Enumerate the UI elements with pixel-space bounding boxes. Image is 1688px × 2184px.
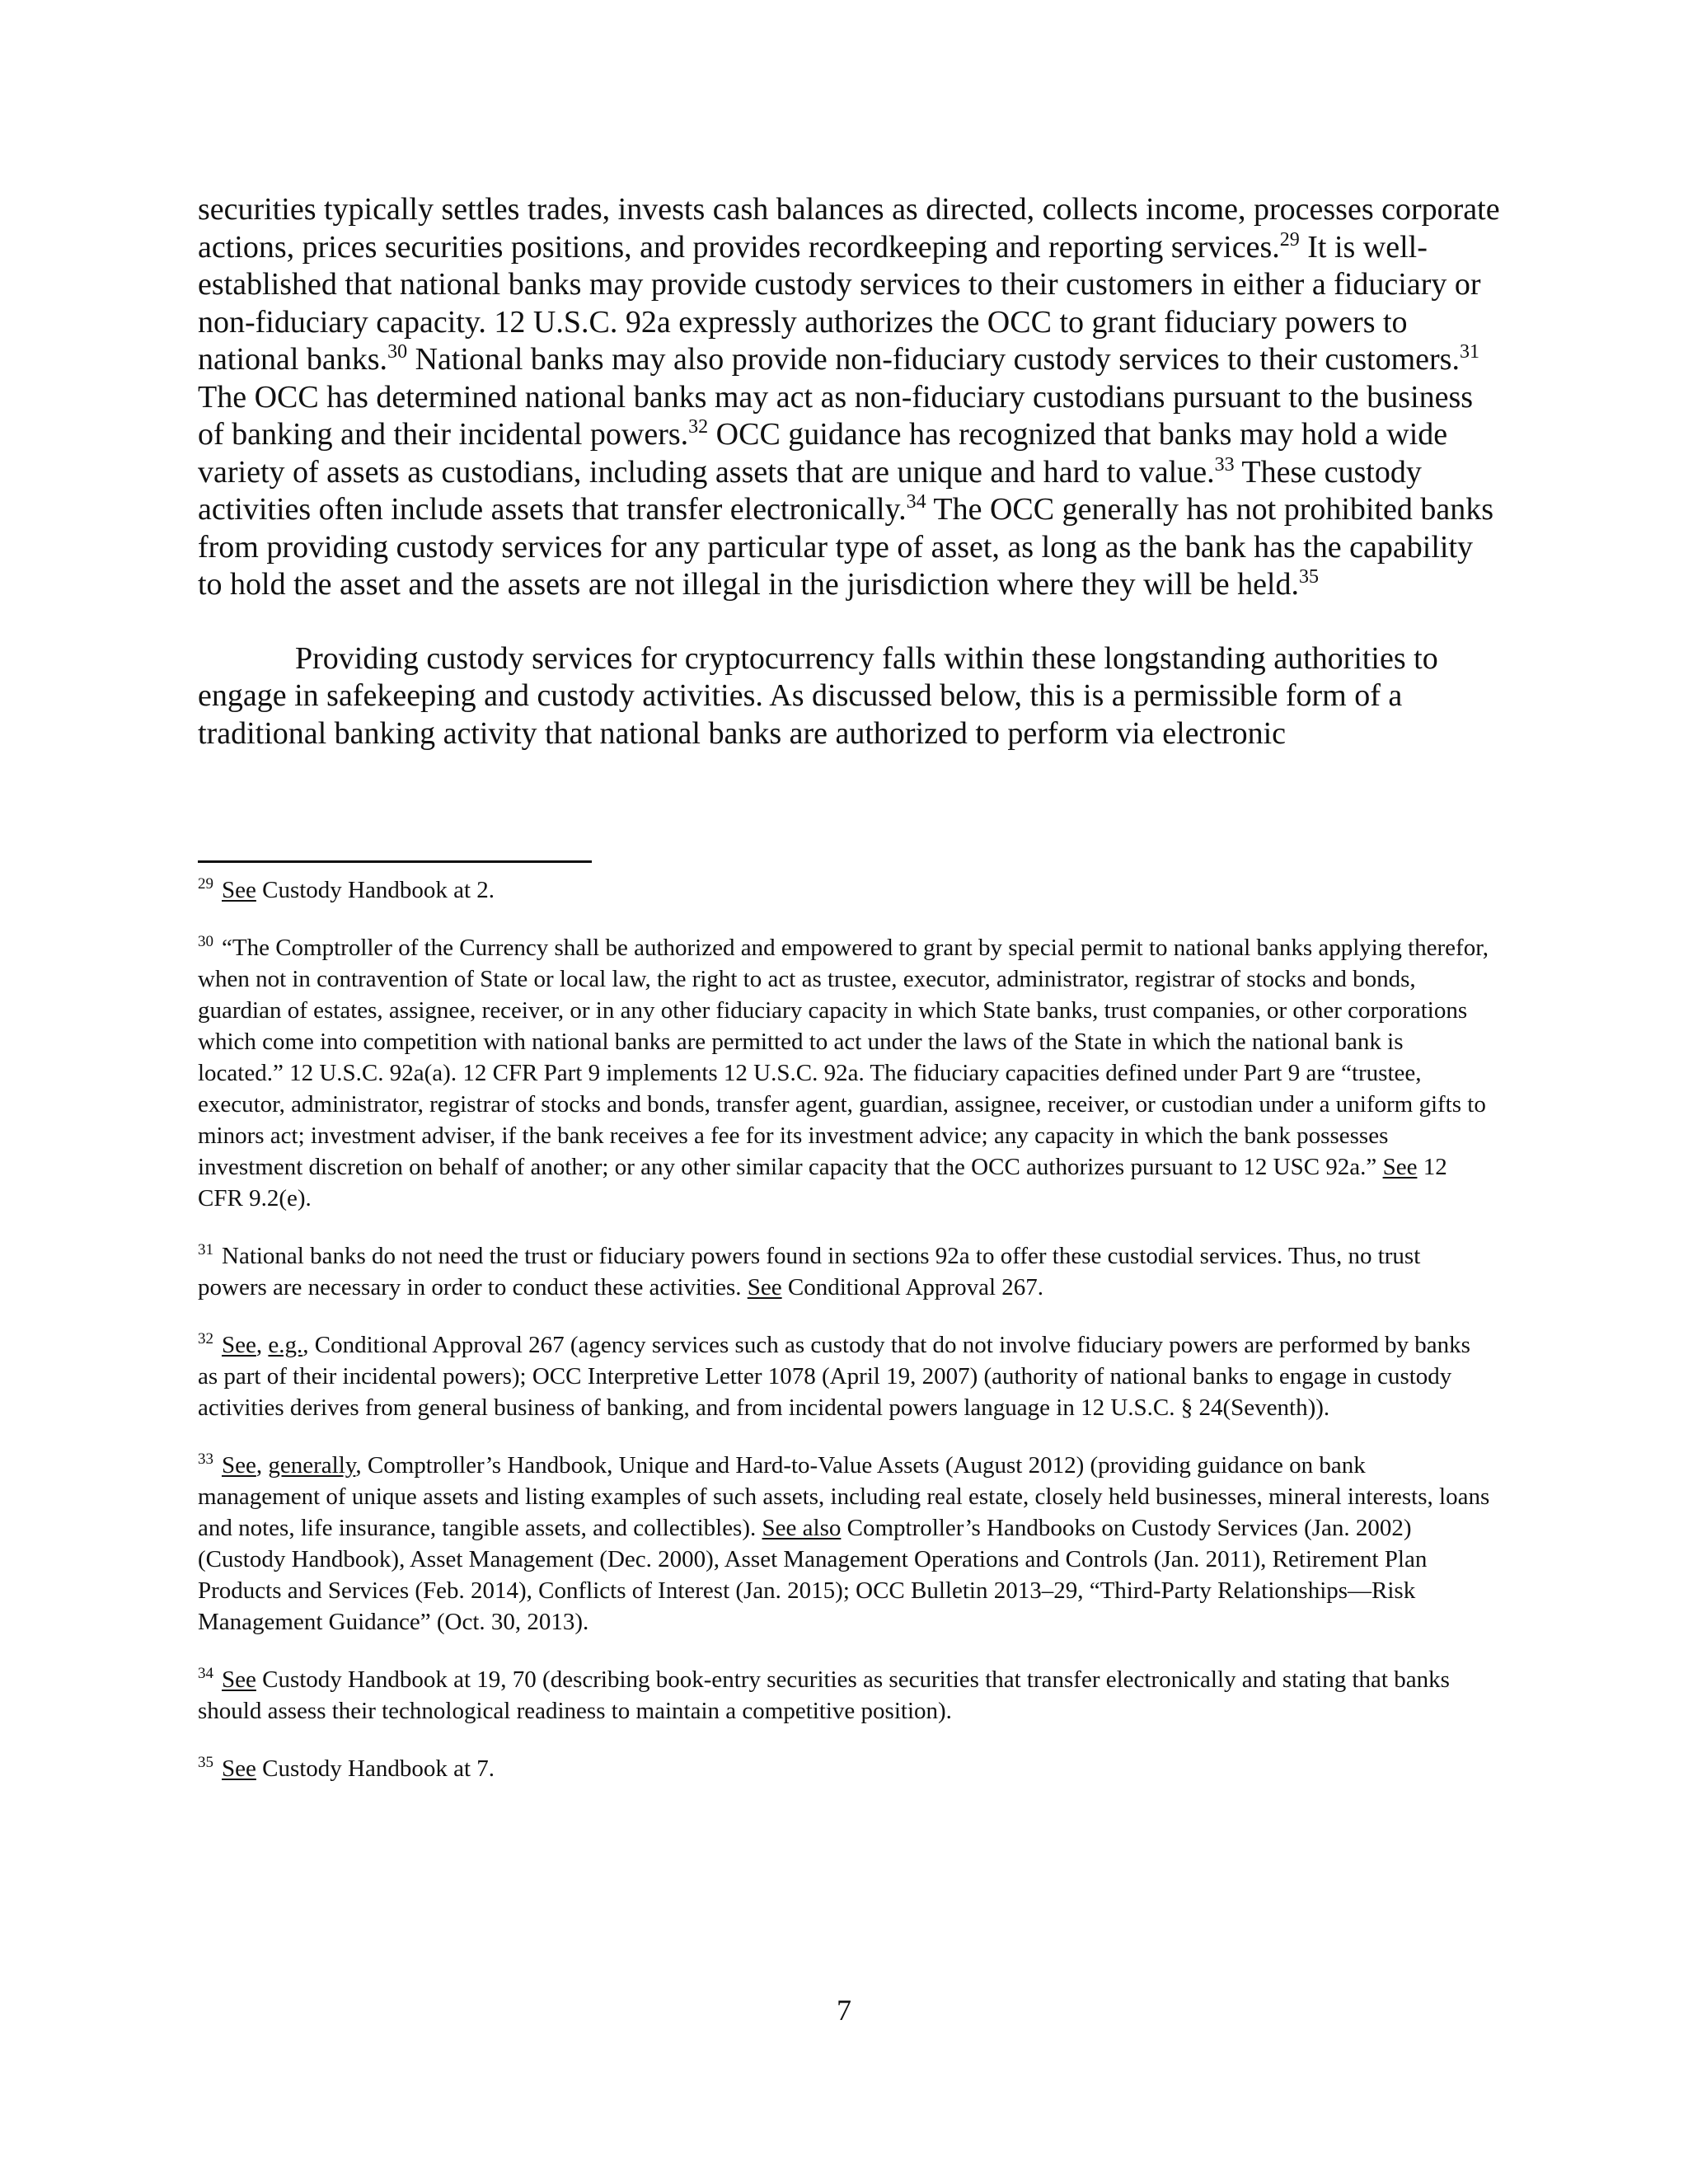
- citation-signal: See: [222, 1755, 256, 1782]
- footnote-text: ,: [256, 1452, 269, 1479]
- footnotes: [198, 874, 1492, 1811]
- footnote-ref-29[interactable]: 29: [1279, 228, 1300, 251]
- footnote-number: 33: [198, 1451, 213, 1468]
- footnote-34: [198, 1664, 1492, 1727]
- footnote-ref-34[interactable]: 34: [906, 491, 926, 513]
- footnote-text: 12 CFR 9.2(e).: [198, 1154, 1447, 1212]
- body-text: [198, 191, 1500, 752]
- footnote-35: [198, 1753, 1492, 1784]
- citation-signal: See: [222, 877, 256, 903]
- footnote-number: 34: [198, 1665, 213, 1682]
- body-text-run: These custody activities often include assets that transfer electronically.: [198, 454, 1422, 527]
- footnote-text: Conditional Approval 267.: [781, 1274, 1043, 1301]
- footnote-33: [198, 1450, 1492, 1638]
- citation-signal: See: [222, 1452, 256, 1479]
- footnote-30: [198, 932, 1492, 1214]
- footnote-text: ,: [256, 1332, 269, 1358]
- footnote-text: “The Comptroller of the Currency shall be authorized and empowered to grant by special permit to national banks applying therefor, when not in contravention of State or local law, the right to act as trustee, executor, administrator, registrar of stocks and bonds, guardian of estates, assignee, receiver, or in any other fiduciary capacity in which State banks, trust companies, or other corporations which come into competition with national banks are permitted to act under the laws of the State in which the national bank is located.” 12 U.S.C. 92a(a). 12 CFR Part 9 implements 12 U.S.C. 92a. The fiduciary capacities defined under Part 9 are “trustee, executor, administrator, registrar of stocks and bonds, transfer agent, guardian, assignee, receiver, or custodian under a uniform gifts to minors act; investment adviser, if the bank receives a fee for its investment advice; any capacity in which the bank possesses investment discretion on behalf of another; or any other similar capacity that the OCC authorizes pursuant to 12 USC 92a.”: [198, 935, 1489, 1180]
- body-text-run: It is well-established that national banks may provide custody services to their customers in either a fiduciary or non-fiduciary capacity. 12 U.S.C. 92a expressly authorizes the OCC to grant fiduciary powers to national banks.: [198, 229, 1481, 377]
- footnote-text: Comptroller’s Handbooks on Custody Services (Jan. 2002) (Custody Handbook), Asset Management (Dec. 2000), Asset Management Operations and Controls (Jan. 2011), Retirement Plan Products and Services (Feb. 2014), Conflicts of Interest (Jan. 2015); OCC Bulletin 2013–29, “Third-Party Relationships—Risk Management Guidance” (Oct. 30, 2013).: [198, 1515, 1428, 1635]
- page-number: 7: [837, 1994, 851, 2027]
- footnote-number: 32: [198, 1330, 213, 1347]
- footnote-number: 30: [198, 933, 213, 950]
- footnote-32: [198, 1329, 1492, 1423]
- footnote-ref-35[interactable]: 35: [1299, 566, 1319, 588]
- body-text-run: National banks may also provide non-fiduciary custody services to their customers.: [407, 342, 1460, 377]
- footnote-ref-30[interactable]: 30: [387, 341, 408, 363]
- footnote-text: National banks do not need the trust or fiduciary powers found in sections 92a to offer these custodial services. Thus, no trust powers are necessary in order to conduct these activities.: [198, 1243, 1421, 1301]
- footnote-text: Custody Handbook at 2.: [256, 877, 495, 903]
- citation-signal: See also: [762, 1515, 842, 1541]
- footnote-text: Custody Handbook at 19, 70 (describing book-entry securities as securities that transfer electronically and stating that banks should assess their technological readiness to maintain a competitive position).: [198, 1666, 1450, 1724]
- body-text-run: The OCC generally has not prohibited banks from providing custody services for any particular type of asset, as long as the bank has the capability to hold the asset and the assets are not illegal in the jurisdiction where they will be held.: [198, 492, 1494, 602]
- footnote-number: 31: [198, 1241, 213, 1258]
- footnote-ref-31[interactable]: 31: [1459, 341, 1479, 363]
- footnote-ref-32[interactable]: 32: [688, 416, 709, 438]
- footnote-ref-33[interactable]: 33: [1214, 453, 1235, 476]
- citation-signal: generally: [268, 1452, 356, 1479]
- footnote-text: , Conditional Approval 267 (agency services such as custody that do not involve fiduciary powers are performed by banks as part of their incidental powers); OCC Interpretive Letter 1078 (April 19, 2007) (authority of national banks to engage in custody activities derives from general business of banking, and from incidental powers language in 12 U.S.C. § 24(Seventh)).: [198, 1332, 1470, 1421]
- body-paragraph-1: [198, 191, 1500, 604]
- body-text-run: securities typically settles trades, invests cash balances as directed, collects income, processes corporate actions, prices securities positions, and provides recordkeeping and reporting services.: [198, 192, 1500, 265]
- footnote-text: , Comptroller’s Handbook, Unique and Hard-to-Value Assets (August 2012) (providing guidance on bank management of unique assets and listing examples of such assets, including real estate, closely held businesses, mineral interests, loans and notes, life insurance, tangible assets, and collectibles).: [198, 1452, 1490, 1541]
- citation-signal: See: [747, 1274, 782, 1301]
- citation-signal: See: [222, 1332, 256, 1358]
- citation-signal: See: [222, 1666, 256, 1693]
- footnote-number: 29: [198, 875, 213, 893]
- footnote-29: [198, 874, 1492, 906]
- footnote-number: 35: [198, 1754, 213, 1771]
- citation-signal: e.g.: [268, 1332, 303, 1358]
- body-paragraph-2: Providing custody services for cryptocurrency falls within these longstanding authorities to engage in safekeeping and custody activities. As discussed below, this is a permissible form of a traditional banking activity that national banks are authorized to perform via electronic: [198, 640, 1438, 751]
- body-text-run: OCC guidance has recognized that banks may hold a wide variety of assets as custodians, including assets that are unique and hard to value.: [198, 417, 1448, 490]
- body-text-run: The OCC has determined national banks may act as non-fiduciary custodians pursuant to the business of banking and their incidental powers.: [198, 379, 1474, 452]
- footnote-text: Custody Handbook at 7.: [256, 1755, 495, 1782]
- citation-signal: See: [1382, 1154, 1418, 1180]
- footnote-31: [198, 1240, 1492, 1303]
- footnote-separator: [198, 860, 592, 863]
